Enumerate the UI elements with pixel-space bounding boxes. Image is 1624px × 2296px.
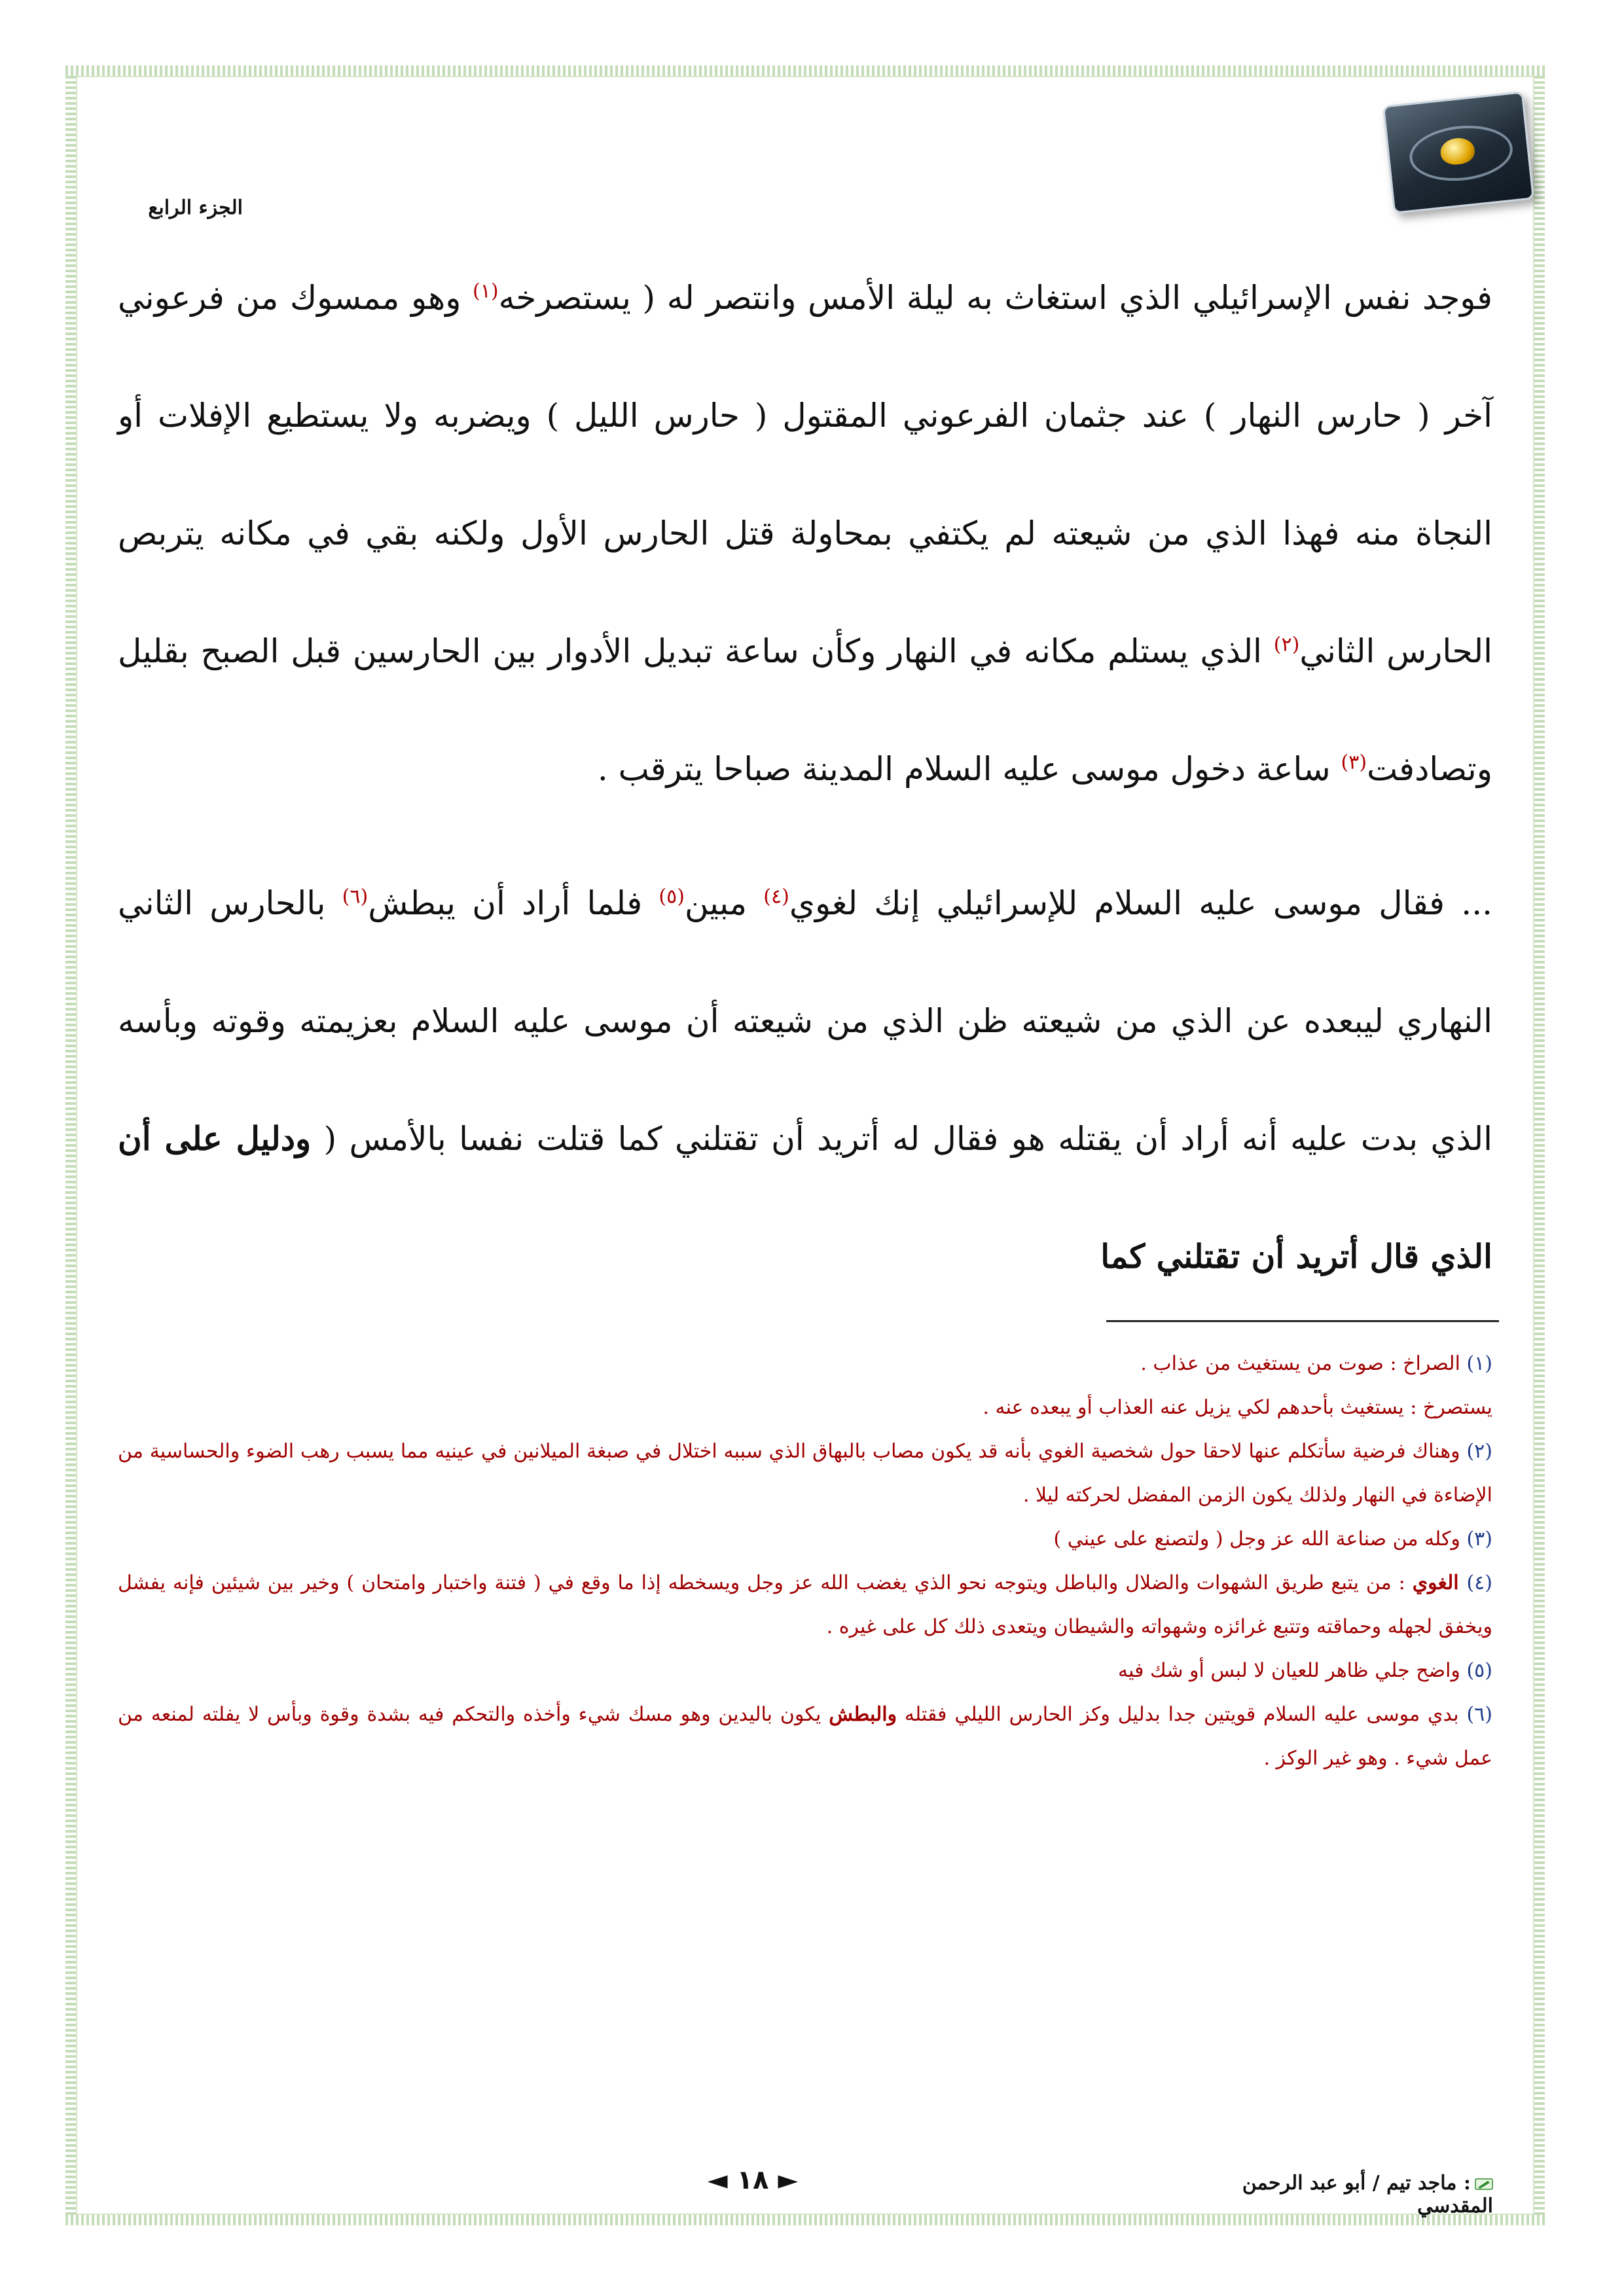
main-text — [118, 239, 1492, 1316]
text-run: ساعة دخول موسى عليه السلام المدينة صباحا يترقب . — [597, 750, 1341, 788]
footnote-number: (٥) — [1466, 1659, 1492, 1682]
text-run: الذي يستلم مكانه في النهار وكأن ساعة تبديل الأدوار بين الحارسين قبل الصبح بقليل وتصادفت — [118, 632, 1492, 788]
page-number: ◄ ١٨ ► — [707, 2165, 799, 2195]
text-run: فلما أراد أن يبطش — [368, 884, 659, 922]
footnote-ref-2[interactable]: (٢) — [1273, 633, 1300, 656]
footnote-1 — [118, 1342, 1492, 1386]
text-run: مبين — [684, 884, 764, 922]
footnote-text: وهناك فرضية سأتكلم عنها لاحقا حول شخصية الغوي بأنه قد يكون مصاب بالبهاق الذي سببه اختلال في صبغة الميلانين في عينيه مما يسبب رهب الضوء والحساسية من الإضاءة في النهار ولذلك يكون الزمن المفضل لحركته ليلا . — [118, 1440, 1492, 1507]
footnote-text: واضح جلي ظاهر للعيان لا لبس أو شك فيه — [1118, 1659, 1467, 1682]
author-name: : ماجد تيم / أبو عبد الرحمن المقدسي — [1242, 2172, 1493, 2217]
footnote-text: : من يتبع طريق الشهوات والضلال والباطل ويتوجه نحو الذي يغضب الله عز وجل ويسخطه إذا ما وقع في ( فتنة واختبار وامتحان ) وخير بين شيئين فإنه يفشل ويخفق لجهله وحماقته وتتبع غرائزه وشهواته والشيطان ويتعدى ذلك كل على غيره . — [118, 1571, 1492, 1638]
footnote-ref-3[interactable]: (٣) — [1341, 751, 1367, 774]
text-run: ... فقال موسى عليه السلام للإسرائيلي إنك لغوي — [789, 884, 1492, 922]
text-run: فوجد نفس الإسرائيلي الذي استغاث به ليلة الأمس وانتصر له ( يستصرخه — [498, 279, 1492, 317]
footnote-number: (١) — [1466, 1352, 1492, 1375]
footnote-ref-1[interactable]: (١) — [473, 279, 499, 303]
footnote-ref-6[interactable]: (٦) — [342, 885, 369, 908]
footnote-number: (٢) — [1466, 1440, 1492, 1463]
footnote-number: (٦) — [1466, 1703, 1492, 1726]
footnote-ref-5[interactable]: (٥) — [659, 885, 685, 908]
author-credit — [1231, 2172, 1493, 2217]
text-run: بالحارس الثاني النهاري ليبعده عن الذي من شيعته ظن الذي من شيعته أن موسى عليه السلام بعزيمته وقوته وبأسه الذي بدت عليه أنه أراد أن يقتله هو فقال له أتريد أن تقتلني كما قتلت نفسا بالأمس ( — [118, 884, 1492, 1158]
footnote-term: الغوي — [1412, 1571, 1467, 1594]
footnote-number: (٤) — [1466, 1571, 1492, 1594]
footnote-5 — [118, 1649, 1492, 1693]
paragraph-1 — [118, 239, 1492, 828]
footnote-text: وكله من صناعة الله عز وجل ( ولتصنع على عيني ) — [1053, 1528, 1467, 1551]
footnote-1-continued — [118, 1386, 1492, 1429]
footnote-ref-4[interactable]: (٤) — [763, 885, 789, 908]
footnote-text: يستصرخ : يستغيث بأحدهم لكي يزيل عنه العذاب أو يبعده عنه . — [983, 1396, 1492, 1419]
footnote-3 — [118, 1517, 1492, 1561]
pen-icon — [1475, 2178, 1493, 2190]
footnote-text: يكون باليدين وهو مسك شيء وأخذه والتحكم فيه بشدة وقوة وبأس لا يفلته لمنعه من عمل شيء . وهو غير الوكز . — [118, 1703, 1492, 1770]
section-label: الجزء الرابع — [148, 196, 243, 219]
footnote-text: بدي موسى عليه السلام قويتين جدا بدليل وكز الحارس الليلي فقتله — [897, 1703, 1467, 1726]
footnote-term: والبطش — [829, 1703, 897, 1726]
site-logo-icon — [1382, 91, 1534, 214]
footnotes — [118, 1342, 1492, 1780]
footnote-4 — [118, 1561, 1492, 1649]
footnote-6 — [118, 1693, 1492, 1780]
footnote-separator — [1106, 1320, 1499, 1322]
paragraph-2 — [118, 844, 1492, 1316]
footnote-text: الصراخ : صوت من يستغيث من عذاب . — [1140, 1352, 1467, 1375]
footnote-number: (٣) — [1466, 1528, 1492, 1551]
footnote-2 — [118, 1429, 1492, 1517]
bold-text-run: ودليل على أن الذي قال أتريد أن تقتلني كما — [118, 1119, 1492, 1276]
text-run: وهو ممسوك من فرعوني آخر ( حارس النهار ) عند جثمان الفرعوني المقتول ( حارس الليل ) ويضربه ولا يستطيع الإفلات أو النجاة منه فهذا الذي من شيعته لم يكتفي بمحاولة قتل الحارس الأول ولكنه بقي في مكانه يتربص الحارس الثاني — [118, 279, 1492, 670]
